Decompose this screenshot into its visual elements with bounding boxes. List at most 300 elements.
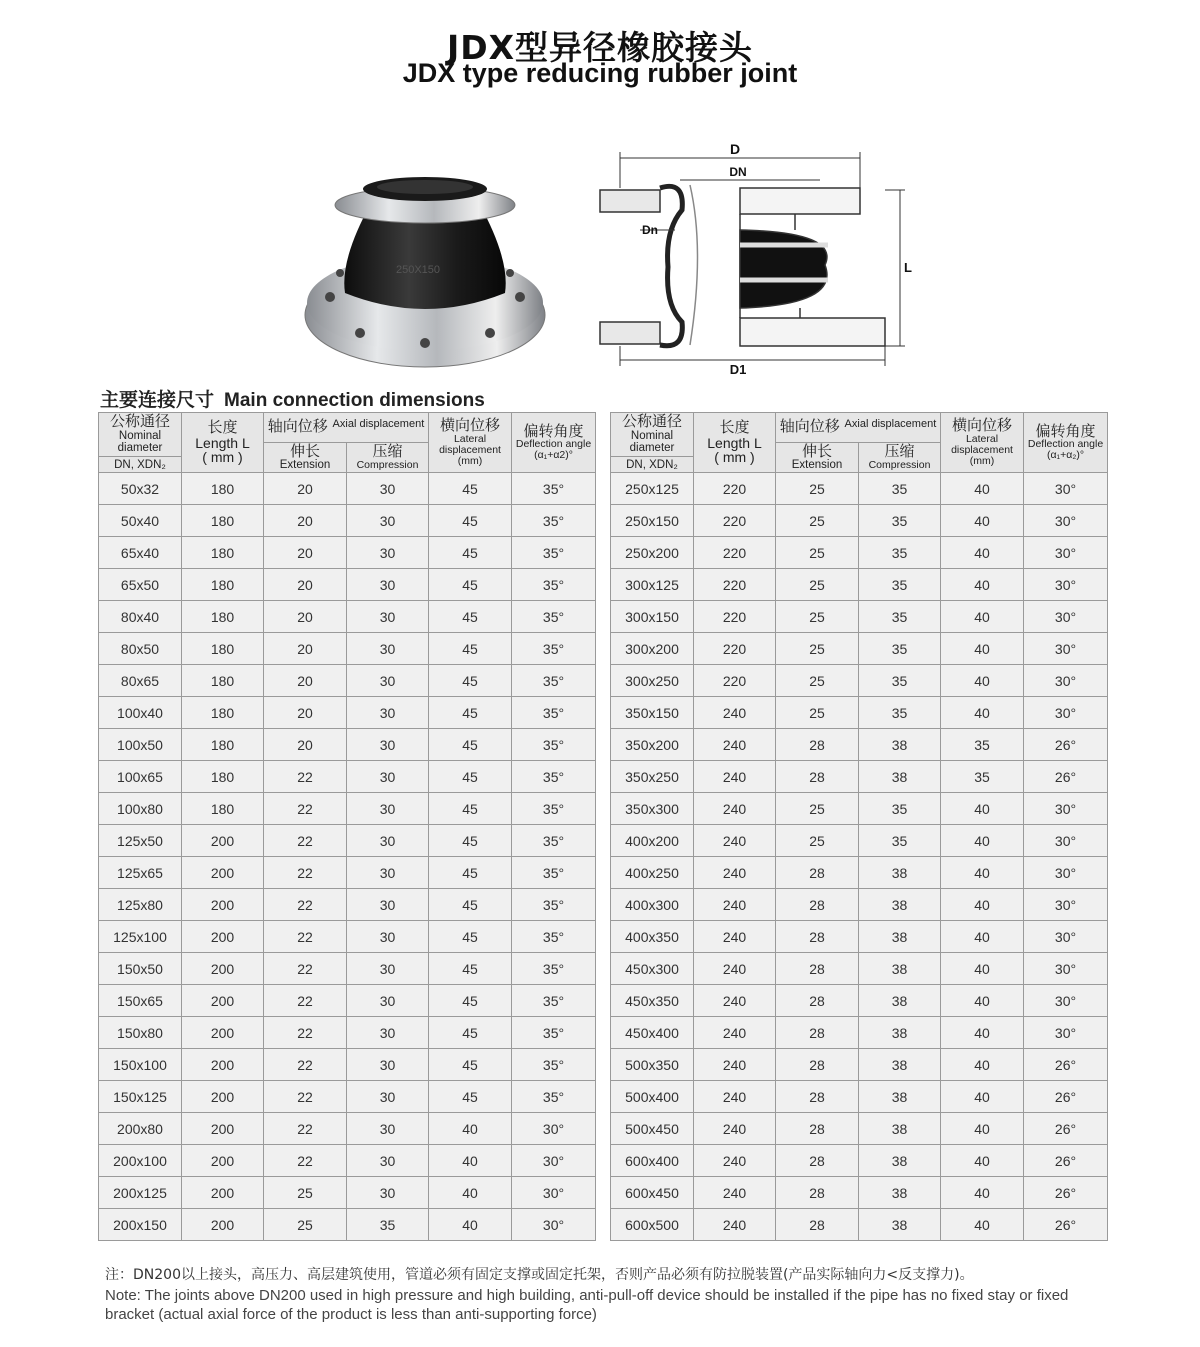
table-cell: 22 [264,857,347,889]
table-cell: 30 [347,921,429,953]
table-cell: 30° [1024,697,1108,729]
table-cell: 240 [694,985,776,1017]
table-cell: 180 [182,569,264,601]
table-cell: 22 [264,1049,347,1081]
table-cell: 80x65 [99,665,182,697]
table-row [611,569,1108,601]
table-cell: 50x40 [99,505,182,537]
table-cell: 40 [941,537,1024,569]
table-cell: 240 [694,857,776,889]
table-cell: 30 [347,1145,429,1177]
table-cell: 30° [1024,857,1108,889]
table-cell: 600x500 [611,1209,694,1241]
table-cell: 45 [429,697,512,729]
table-cell: 38 [859,1145,941,1177]
table-row [99,633,596,665]
product-marking: 250X150 [395,264,441,276]
table-cell: 200x125 [99,1177,182,1209]
table-row [99,857,596,889]
table-cell: 30° [512,1145,596,1177]
label-Dn: Dn [642,223,658,237]
table-cell: 220 [694,601,776,633]
header-nominal: 公称通径 Nominal diameter DN, XDN₂ [99,413,182,473]
table-cell: 220 [694,473,776,505]
table-row [99,1209,596,1241]
table-cell: 180 [182,665,264,697]
table-cell: 400x350 [611,921,694,953]
table-cell: 35 [941,761,1024,793]
header-nominal: 公称通径 Nominal diameter DN, XDN₂ [611,413,694,473]
table-cell: 200 [182,1177,264,1209]
table-cell: 30° [1024,985,1108,1017]
table-cell: 30 [347,697,429,729]
table-cell: 28 [776,889,859,921]
table-row [99,473,596,505]
header-length: 长度 Length L ( mm ) [694,413,776,473]
table-cell: 35 [859,601,941,633]
table-cell: 150x125 [99,1081,182,1113]
table-cell: 350x200 [611,729,694,761]
table-row [99,953,596,985]
table-cell: 38 [859,857,941,889]
table-cell: 40 [941,601,1024,633]
table-cell: 40 [941,793,1024,825]
table-cell: 45 [429,537,512,569]
table-cell: 220 [694,537,776,569]
table-cell: 40 [941,665,1024,697]
table-cell: 30° [1024,1017,1108,1049]
table-cell: 28 [776,1113,859,1145]
table-cell: 200 [182,1209,264,1241]
dimensions-table-left [98,412,596,1241]
table-cell: 50x32 [99,473,182,505]
table-cell: 40 [941,697,1024,729]
table-row [99,729,596,761]
table-cell: 20 [264,473,347,505]
table-cell: 180 [182,793,264,825]
table-cell: 200 [182,953,264,985]
table-cell: 240 [694,761,776,793]
table-cell: 40 [941,1113,1024,1145]
table-cell: 25 [776,793,859,825]
table-row [99,1081,596,1113]
label-D: D [729,141,741,157]
table-cell: 350x300 [611,793,694,825]
table-row [611,1049,1108,1081]
table-row [611,761,1108,793]
table-cell: 35 [941,729,1024,761]
table-cell: 35° [512,473,596,505]
table-cell: 30° [1024,569,1108,601]
table-cell: 25 [776,569,859,601]
table-cell: 35° [512,761,596,793]
table-cell: 180 [182,729,264,761]
table-cell: 30° [1024,505,1108,537]
table-cell: 30° [1024,953,1108,985]
table-row [99,569,596,601]
table-cell: 240 [694,1209,776,1241]
table-cell: 26° [1024,1113,1108,1145]
table-cell: 40 [941,985,1024,1017]
table-cell: 80x50 [99,633,182,665]
table-cell: 25 [776,537,859,569]
table-cell: 30 [347,1017,429,1049]
table-row [611,889,1108,921]
table-cell: 450x400 [611,1017,694,1049]
table-cell: 240 [694,1113,776,1145]
table-row [99,1113,596,1145]
table-cell: 30 [347,473,429,505]
product-photo [300,165,550,375]
table-row [611,537,1108,569]
table-cell: 30 [347,1113,429,1145]
table-cell: 30° [1024,473,1108,505]
table-cell: 20 [264,665,347,697]
table-cell: 26° [1024,761,1108,793]
table-cell: 40 [429,1145,512,1177]
header-lateral: 横向位移 Lateral displacement (mm) [429,413,512,473]
table-cell: 250x125 [611,473,694,505]
table-row [99,505,596,537]
table-row [611,985,1108,1017]
table-cell: 26° [1024,729,1108,761]
table-cell: 38 [859,729,941,761]
table-cell: 30 [347,1177,429,1209]
table-cell: 45 [429,473,512,505]
table-cell: 35° [512,889,596,921]
table-row [611,1145,1108,1177]
table-row [611,825,1108,857]
table-cell: 35° [512,921,596,953]
table-cell: 28 [776,953,859,985]
table-cell: 38 [859,953,941,985]
table-cell: 30 [347,601,429,633]
table-row [611,921,1108,953]
table-cell: 500x350 [611,1049,694,1081]
header-compression: 压缩 Compression [859,443,941,473]
table-cell: 200 [182,921,264,953]
table-cell: 30° [1024,921,1108,953]
table-cell: 35 [859,793,941,825]
table-cell: 40 [941,633,1024,665]
table-cell: 35° [512,665,596,697]
table-cell: 200 [182,889,264,921]
table-cell: 28 [776,1145,859,1177]
header-compression: 压缩 Compression [347,443,429,473]
table-cell: 40 [941,889,1024,921]
table-cell: 22 [264,889,347,921]
table-cell: 220 [694,633,776,665]
table-cell: 220 [694,569,776,601]
table-cell: 38 [859,1081,941,1113]
table-cell: 35° [512,537,596,569]
table-cell: 30 [347,1049,429,1081]
table-cell: 40 [941,953,1024,985]
table-cell: 30° [1024,633,1108,665]
table-cell: 40 [429,1209,512,1241]
table-cell: 26° [1024,1081,1108,1113]
table-cell: 500x400 [611,1081,694,1113]
section-title-cn: 主要连接尺寸 [100,389,215,411]
table-cell: 38 [859,1017,941,1049]
table-cell: 180 [182,505,264,537]
table-row [611,1113,1108,1145]
header-extension: 伸长 Extension [264,443,347,473]
table-cell: 300x150 [611,601,694,633]
table-row [611,473,1108,505]
header-lateral: 横向位移 Lateral displacement (mm) [941,413,1024,473]
table-cell: 200 [182,857,264,889]
table-cell: 200 [182,1145,264,1177]
table-row [611,505,1108,537]
table-cell: 26° [1024,1209,1108,1241]
table-cell: 30° [1024,793,1108,825]
table-cell: 45 [429,985,512,1017]
table-cell: 180 [182,537,264,569]
table-cell: 240 [694,953,776,985]
table-cell: 40 [941,505,1024,537]
table-cell: 35° [512,1049,596,1081]
table-cell: 30 [347,1081,429,1113]
table-cell: 125x50 [99,825,182,857]
table-cell: 35° [512,697,596,729]
table-cell: 30 [347,953,429,985]
table-cell: 45 [429,1017,512,1049]
table-cell: 22 [264,825,347,857]
table-cell: 40 [941,1145,1024,1177]
table-cell: 100x50 [99,729,182,761]
table-row [99,1049,596,1081]
table-cell: 45 [429,729,512,761]
table-cell: 200 [182,985,264,1017]
table-cell: 45 [429,633,512,665]
table-cell: 200 [182,1017,264,1049]
table-cell: 35° [512,601,596,633]
table-cell: 200x100 [99,1145,182,1177]
note-en: Note: The joints above DN200 used in high pressure and high building, anti-pull-off device should be installed if the pipe has no fixed stay or fixed bracket (actual axial force of the product is less than anti-supporting force) [105,1287,1069,1323]
table-cell: 38 [859,761,941,793]
table-cell: 35° [512,1017,596,1049]
table-cell: 35 [859,537,941,569]
table-cell: 38 [859,1113,941,1145]
table-cell: 125x65 [99,857,182,889]
table-cell: 100x65 [99,761,182,793]
table-cell: 25 [776,633,859,665]
table-cell: 45 [429,1081,512,1113]
table-cell: 40 [941,857,1024,889]
table-cell: 30 [347,729,429,761]
table-cell: 65x50 [99,569,182,601]
table-cell: 20 [264,697,347,729]
table-row [99,889,596,921]
table-row [611,633,1108,665]
label-D1: D1 [729,362,747,377]
table-cell: 28 [776,1049,859,1081]
table-row [611,953,1108,985]
table-cell: 125x80 [99,889,182,921]
table-cell: 240 [694,921,776,953]
table-cell: 450x300 [611,953,694,985]
table-row [611,1081,1108,1113]
table-cell: 45 [429,761,512,793]
table-cell: 45 [429,857,512,889]
table-cell: 30 [347,889,429,921]
table-cell: 500x450 [611,1113,694,1145]
table-cell: 35 [859,697,941,729]
table-cell: 38 [859,985,941,1017]
table-cell: 400x250 [611,857,694,889]
table-cell: 240 [694,1081,776,1113]
header-deflection: 偏转角度 Deflection angle (α₁+α₂)° [1024,413,1108,473]
table-cell: 25 [776,665,859,697]
table-row [611,793,1108,825]
table-cell: 30° [512,1209,596,1241]
table-cell: 30 [347,505,429,537]
table-row [99,697,596,729]
table-cell: 30° [512,1113,596,1145]
table-cell: 150x50 [99,953,182,985]
table-cell: 200 [182,825,264,857]
table-cell: 35° [512,633,596,665]
table-cell: 40 [941,1177,1024,1209]
table-cell: 125x100 [99,921,182,953]
table-cell: 180 [182,601,264,633]
table-cell: 20 [264,601,347,633]
table-cell: 22 [264,793,347,825]
table-row [611,857,1108,889]
table-cell: 28 [776,985,859,1017]
table-cell: 40 [429,1177,512,1209]
table-cell: 35° [512,793,596,825]
table-cell: 150x80 [99,1017,182,1049]
table-cell: 200 [182,1049,264,1081]
table-row [611,1209,1108,1241]
table-cell: 200 [182,1081,264,1113]
table-cell: 35 [859,825,941,857]
table-cell: 35° [512,505,596,537]
page-title-cn: JDX型异径橡胶接头 [446,28,754,67]
table-cell: 22 [264,921,347,953]
table-cell: 30° [1024,665,1108,697]
table-row [611,1177,1108,1209]
label-L: L [904,260,912,275]
section-drawing [590,140,920,380]
page-title-en: JDX type reducing rubber joint [402,58,798,88]
table-cell: 350x150 [611,697,694,729]
table-cell: 40 [941,1081,1024,1113]
table-cell: 240 [694,697,776,729]
section-title [100,385,485,412]
table-cell: 26° [1024,1049,1108,1081]
table-cell: 25 [776,825,859,857]
table-cell: 250x150 [611,505,694,537]
table-cell: 450x350 [611,985,694,1017]
table-cell: 35 [859,633,941,665]
table-cell: 220 [694,665,776,697]
table-cell: 30 [347,825,429,857]
table-cell: 400x300 [611,889,694,921]
table-cell: 28 [776,1177,859,1209]
table-cell: 100x40 [99,697,182,729]
table-cell: 30° [1024,537,1108,569]
table-row [99,825,596,857]
table-cell: 600x450 [611,1177,694,1209]
table-cell: 20 [264,537,347,569]
table-cell: 240 [694,1177,776,1209]
table-cell: 22 [264,1113,347,1145]
table-cell: 25 [776,505,859,537]
header-axial: 轴向位移 $^{Axial displacement}$ [776,413,941,443]
table-cell: 80x40 [99,601,182,633]
table-cell: 240 [694,1049,776,1081]
table-cell: 35 [859,505,941,537]
table-cell: 240 [694,889,776,921]
table-cell: 25 [776,601,859,633]
table-cell: 30 [347,633,429,665]
table-row [99,601,596,633]
table-cell: 28 [776,729,859,761]
table-cell: 100x80 [99,793,182,825]
table-cell: 38 [859,1177,941,1209]
table-cell: 30° [512,1177,596,1209]
table-cell: 30° [1024,825,1108,857]
table-cell: 20 [264,729,347,761]
table-cell: 65x40 [99,537,182,569]
table-cell: 45 [429,1049,512,1081]
table-cell: 20 [264,505,347,537]
table-cell: 28 [776,857,859,889]
table-cell: 40 [941,1049,1024,1081]
table-cell: 22 [264,985,347,1017]
table-cell: 35 [859,569,941,601]
table-row [99,1177,596,1209]
table-cell: 30 [347,537,429,569]
table-cell: 200x150 [99,1209,182,1241]
table-cell: 240 [694,1017,776,1049]
table-cell: 240 [694,793,776,825]
table-cell: 40 [941,1017,1024,1049]
table-cell: 35° [512,1081,596,1113]
table-cell: 25 [776,473,859,505]
table-cell: 20 [264,633,347,665]
table-row [611,697,1108,729]
header-axial: 轴向位移 $^{Axial displacement}$ [264,413,429,443]
label-DN: DN [729,165,747,179]
table-cell: 30 [347,761,429,793]
table-cell: 28 [776,1209,859,1241]
table-cell: 400x200 [611,825,694,857]
table-cell: 150x100 [99,1049,182,1081]
table-cell: 30 [347,857,429,889]
table-cell: 20 [264,569,347,601]
table-cell: 45 [429,825,512,857]
header-deflection: 偏转角度 Deflection angle (α₁+α2)° [512,413,596,473]
table-cell: 40 [941,825,1024,857]
table-row [99,1145,596,1177]
table-row [99,985,596,1017]
table-cell: 40 [941,473,1024,505]
table-cell: 30° [1024,601,1108,633]
table-cell: 45 [429,601,512,633]
table-cell: 45 [429,793,512,825]
table-cell: 35 [859,665,941,697]
table-cell: 200 [182,1113,264,1145]
table-cell: 600x400 [611,1145,694,1177]
table-row [99,1017,596,1049]
table-cell: 45 [429,569,512,601]
table-cell: 22 [264,1017,347,1049]
table-cell: 35 [859,473,941,505]
